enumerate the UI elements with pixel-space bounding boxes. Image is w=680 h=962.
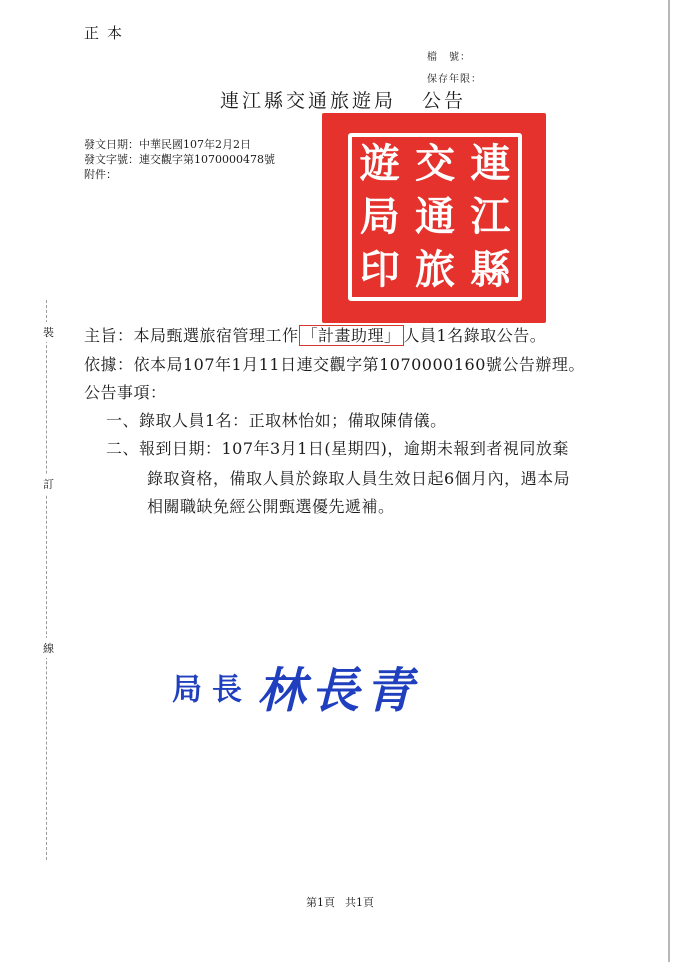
notice-item: 二、報到日期：107年3月1日(星期四)，逾期未報到者視同放棄 [106,439,569,458]
subject-highlight: 「計畫助理」 [299,325,404,346]
copy-type-label: 正本 [84,24,131,42]
subject-suffix: 人員1名錄取公告。 [403,326,547,345]
document-title [220,86,466,113]
seal-char: 連 [470,139,511,187]
subject-prefix: 主旨：本局甄選旅宿管理工作 [84,326,299,345]
seal-char: 印 [359,246,400,294]
binding-mark: 線 [43,638,54,658]
director-signature [172,652,419,721]
notice-item: 一、錄取人員1名：正取林怡如；備取陳倩儀。 [106,411,447,430]
subject-line [84,323,546,346]
basis-line: 依據：依本局107年1月11日連交觀字第1070000160號公告辦理。 [84,355,585,374]
notice-label: 公告事項： [84,383,167,402]
seal-char: 旅 [415,246,456,294]
reference-number: 發文字號：連交觀字第1070000478號 [84,153,275,166]
page-footer [0,894,680,910]
signature-name: 林長青 [257,663,420,719]
seal-char: 交 [415,139,456,187]
seal-char: 江 [470,192,511,240]
issue-date: 發文日期：中華民國107年2月2日 [84,138,251,151]
binding-mark: 訂 [43,474,54,494]
page-number: 第1頁 [306,896,335,909]
seal-char: 局 [359,192,400,240]
document-type: 公告 [422,90,467,112]
seal-char: 通 [415,192,456,240]
attachment-label: 附件： [84,168,117,181]
binding-margin-line [46,300,47,860]
agency-name: 連江縣交通旅遊局 [220,90,397,112]
binding-mark: 裝 [43,322,54,342]
seal-char: 縣 [470,246,511,294]
page-total: 共1頁 [345,896,374,909]
page-edge-line [668,0,670,962]
signature-title: 局長 [172,672,252,708]
seal-char: 遊 [359,139,400,187]
notice-item-continuation: 錄取資格，備取人員於錄取人員生效日起6個月內，遇本局 [147,469,571,488]
file-number-label: 檔 號： [427,52,471,63]
notice-item-continuation: 相關職缺免經公開甄選優先遞補。 [147,497,395,516]
seal-border [348,133,522,301]
retention-period-label: 保存年限： [427,74,482,85]
official-seal [322,113,546,323]
